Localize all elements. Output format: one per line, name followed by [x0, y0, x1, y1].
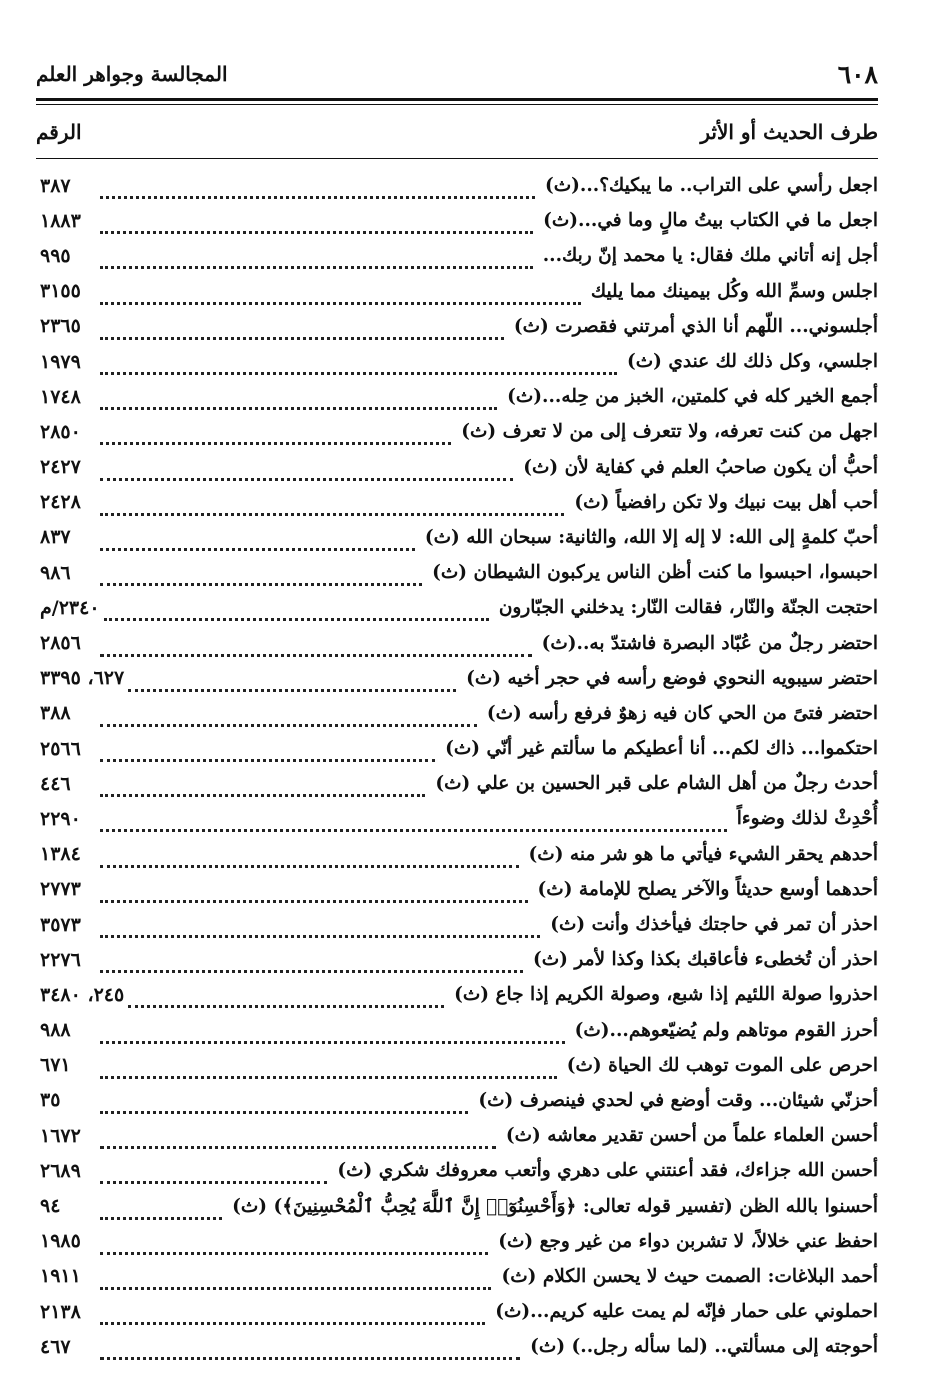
index-entry-text: أحسن الله جزاءك، فقد أعنتني على دهري وأتعب معروفك شكري (ث) [337, 1160, 878, 1182]
index-entry [40, 942, 878, 977]
index-entry-text: احتضر سيبويه النحوي فوضع رأسه في حجر أخيه (ث) [466, 667, 878, 689]
index-entry-number: ٢٨٥٦ [40, 632, 81, 655]
index-entry-text: أحسن العلماء علماً من أحسن تقدير معاشه (ث) [505, 1125, 878, 1147]
index-entry-number: ٢١٣٨ [40, 1300, 81, 1323]
index-entry-number: ٤٤٦ [40, 772, 71, 795]
index-entry [40, 661, 878, 696]
index-entry [40, 203, 878, 238]
index-entry [40, 168, 878, 203]
index-column-headings [36, 110, 878, 154]
index-entry-number: ٩٨٨ [40, 1019, 71, 1042]
index-entry-number: ٦٢٧، ٣٣٩٥ [40, 667, 125, 690]
index-entry-number: ٢٢٧٦ [40, 948, 81, 971]
index-entry-text: أجمع الخير كله في كلمتين، الخبز من حِله...(ث) [507, 386, 878, 408]
index-entry [40, 731, 878, 766]
dot-leader [100, 847, 519, 868]
index-entry-text: أحدهما أوسع حديثاً والآخر يصلح للإمامة (ث) [537, 878, 878, 900]
index-entry [40, 1118, 878, 1153]
dot-leader [100, 1199, 222, 1220]
index-entry-number: ٩٤ [40, 1195, 61, 1218]
index-entry [40, 379, 878, 414]
index-entry-text: احبسوا، احبسوا ما كنت أظن الناس يركبون الشيطان (ث) [432, 562, 878, 584]
index-entry [40, 837, 878, 872]
dot-leader [100, 319, 504, 340]
index-entry-number: ٣٥ [40, 1089, 61, 1112]
dot-leader [100, 530, 415, 551]
index-entry [40, 1048, 878, 1083]
dot-leader [100, 460, 513, 481]
index-entry-list [40, 168, 878, 1364]
running-header [36, 52, 878, 96]
index-entry-number: ٣٨٧ [40, 174, 71, 197]
dot-leader [100, 636, 532, 657]
index-entry [40, 766, 878, 801]
index-entry-text: احرص على الموت توهب لك الحياة (ث) [566, 1054, 878, 1076]
dot-leader [100, 811, 727, 832]
index-entry [40, 520, 878, 555]
index-entry-number: ٢٤٢٨ [40, 491, 81, 514]
dot-leader [100, 1339, 520, 1360]
index-entry-text: أحمد البلاغات: الصمت حيث لا يحسن الكلام (ث) [501, 1265, 878, 1287]
index-entry-text: احتضر رجلٌ من عُبّاد البصرة فاشتدّ به..(ث) [541, 632, 878, 654]
index-entry [40, 801, 878, 836]
index-entry-number: ٢٣٤٠/م [40, 596, 100, 619]
index-entry-number: ٢٦٨٩ [40, 1159, 81, 1182]
index-entry [40, 625, 878, 660]
dot-leader [100, 1163, 327, 1184]
page-number: ٦٠٨ [837, 59, 878, 89]
index-entry [40, 1224, 878, 1259]
dot-leader [100, 1093, 468, 1114]
index-entry [40, 1083, 878, 1118]
index-entry [40, 485, 878, 520]
index-entry [40, 907, 878, 942]
index-entry-text: اجهل من كنت تعرفه، ولا تتعرف إلى من لا تعرف (ث) [461, 421, 878, 443]
dot-leader [100, 917, 540, 938]
index-entry-text: احفظ عني خلالاً، لا تشربن دواء من غير وجع (ث) [498, 1230, 878, 1252]
index-entry [40, 1188, 878, 1223]
index-entry-number: ٣٥٧٣ [40, 913, 81, 936]
dot-leader [100, 776, 425, 797]
index-entry [40, 555, 878, 590]
dot-leader [104, 600, 489, 621]
dot-leader [100, 354, 617, 375]
index-entry-text: أحب أهل بيت نبيك ولا تكن رافضياً (ث) [574, 491, 878, 513]
index-entry-number: ٢٨٥٠ [40, 420, 81, 443]
index-entry-number: ٢٧٧٣ [40, 878, 81, 901]
index-entry-text: أُحْدِثْ لذلك وضوءاً [736, 808, 878, 830]
index-entry-number: ٣١٥٥ [40, 280, 81, 303]
index-entry [40, 590, 878, 625]
index-entry [40, 872, 878, 907]
index-entry-text: أحبّ كلمةٍ إلى الله: لا إله إلا الله، والثانية: سبحان الله (ث) [424, 526, 878, 548]
index-entry-text: احتضر فتىً من الحي كان فيه زهوٌ فرفع رأسه (ث) [486, 702, 878, 724]
index-entry-number: ١٨٨٣ [40, 209, 81, 232]
dot-leader [100, 1304, 485, 1325]
header-rule-thick [36, 98, 878, 101]
header-rule-thin [36, 104, 878, 105]
index-entry-number: ٢٤٥، ٣٤٨٠ [40, 983, 125, 1006]
index-entry-number: ٢٣٦٥ [40, 315, 81, 338]
index-entry-number: ٣٨٨ [40, 702, 71, 725]
dot-leader [100, 248, 533, 269]
dot-leader [100, 284, 581, 305]
dot-leader [128, 987, 444, 1008]
dot-leader [100, 741, 435, 762]
index-entry-number: ٢٢٩٠ [40, 807, 81, 830]
index-entry-text: أحوجته إلى مسألتي.. (لما سأله رجل..) (ث) [530, 1336, 878, 1358]
index-entry [40, 309, 878, 344]
index-entry [40, 1259, 878, 1294]
index-entry-text: أجل إنه أتاني ملك فقال: يا محمد إنّ ربك... [542, 245, 878, 267]
index-entry [40, 1329, 878, 1364]
index-entry-number: ١٣٨٤ [40, 843, 81, 866]
index-entry-text: احملوني على حمار فإنّه لم يمت عليه كريم...(ث) [495, 1301, 878, 1323]
index-entry-number: ١٩٧٩ [40, 350, 81, 373]
dot-leader [100, 1234, 488, 1255]
index-entry-text: أحسنوا بالله الظن (تفسير قوله تعالى: ﴿وَأَحْسِنُوٓا۟ إِنَّ ٱللَّهَ يُحِبُّ ٱلْمُحْسِنِينَ﴾) (ث) [232, 1195, 878, 1217]
index-entry [40, 1294, 878, 1329]
dot-leader [100, 882, 528, 903]
dot-leader [100, 1269, 491, 1290]
dot-leader [100, 424, 451, 445]
index-entry [40, 344, 878, 379]
dot-leader [128, 671, 456, 692]
index-entry [40, 1153, 878, 1188]
index-entry-text: احذر أن تمر في حاجتك فيأخذك وأنت (ث) [550, 914, 878, 936]
dot-leader [100, 1128, 496, 1149]
index-entry-number: ٤٦٧ [40, 1335, 71, 1358]
index-entry-text: احتكموا... ذاك لكم... أنا أعطيكم ما سألتم غير أنّي (ث) [445, 738, 878, 760]
dot-leader [100, 1058, 557, 1079]
column-heading-rule [36, 158, 878, 159]
dot-leader [100, 178, 535, 199]
index-entry [40, 1013, 878, 1048]
dot-leader [100, 565, 422, 586]
index-entry [40, 274, 878, 309]
index-entry-text: أجلسوني... اللّهم أنا الذي أمرتني فقصرت (ث) [513, 315, 878, 337]
index-entry-number: ١٦٧٢ [40, 1124, 81, 1147]
index-entry-text: أحبُّ أن يكون صاحبُ العلم في كفاية لأن (ث) [523, 456, 878, 478]
index-entry [40, 696, 878, 731]
index-entry-text: اجلس وسمِّ الله وكُل بيمينك مما يليك [590, 280, 878, 302]
index-entry-number: ١٩٨٥ [40, 1230, 81, 1253]
index-entry-text: أحدهم يحقر الشيء فيأتي ما هو شر منه (ث) [528, 843, 878, 865]
index-entry-number: ٩٨٦ [40, 561, 71, 584]
index-entry-number: ٩٩٥ [40, 244, 71, 267]
dot-leader [100, 389, 497, 410]
index-entry-text: احتجت الجنّة والنّار، فقالت النّار: يدخلني الجبّارون [498, 597, 878, 619]
index-entry [40, 977, 878, 1012]
dot-leader [100, 1023, 565, 1044]
dot-leader [100, 495, 564, 516]
index-entry-number: ١٧٤٨ [40, 385, 81, 408]
column-heading-number: الرقم [36, 120, 82, 144]
index-entry [40, 238, 878, 273]
index-entry-number: ٢٤٢٧ [40, 456, 81, 479]
index-entry-number: ٦٧١ [40, 1054, 71, 1077]
index-entry-text: أحزنّي شيئان... وقت أوضع في لحدي فينصرف (ث) [478, 1089, 878, 1111]
index-entry-text: احذروا صولة اللئيم إذا شبع، وصولة الكريم إذا جاع (ث) [454, 984, 878, 1006]
index-entry-number: ٢٥٦٦ [40, 737, 81, 760]
index-entry [40, 450, 878, 485]
index-entry-number: ١٩١١ [40, 1265, 81, 1288]
index-entry-text: اجعل ما في الكتاب بيتُ مالٍ وما في...(ث) [543, 210, 878, 232]
index-entry [40, 414, 878, 449]
index-entry-text: أحرز القوم موتاهم ولم يُضيّعوهم...(ث) [574, 1019, 878, 1041]
column-heading-text: طرف الحديث أو الأثر [700, 120, 878, 144]
dot-leader [100, 213, 533, 234]
dot-leader [100, 706, 477, 727]
index-entry-text: اجلسي، وكل ذلك لك عندي (ث) [627, 351, 878, 373]
index-entry-text: أحدث رجلٌ من أهل الشام على قبر الحسين بن علي (ث) [435, 773, 878, 795]
index-entry-text: اجعل رأسي على التراب.. ما يبكيك؟...(ث) [544, 175, 878, 197]
index-entry-number: ٨٣٧ [40, 526, 71, 549]
dot-leader [100, 952, 523, 973]
index-entry-text: احذر أن تُخطىء فأعاقبك بكذا وكذا لأمر (ث) [533, 949, 878, 971]
book-title: المجالسة وجواهر العلم [36, 62, 228, 86]
